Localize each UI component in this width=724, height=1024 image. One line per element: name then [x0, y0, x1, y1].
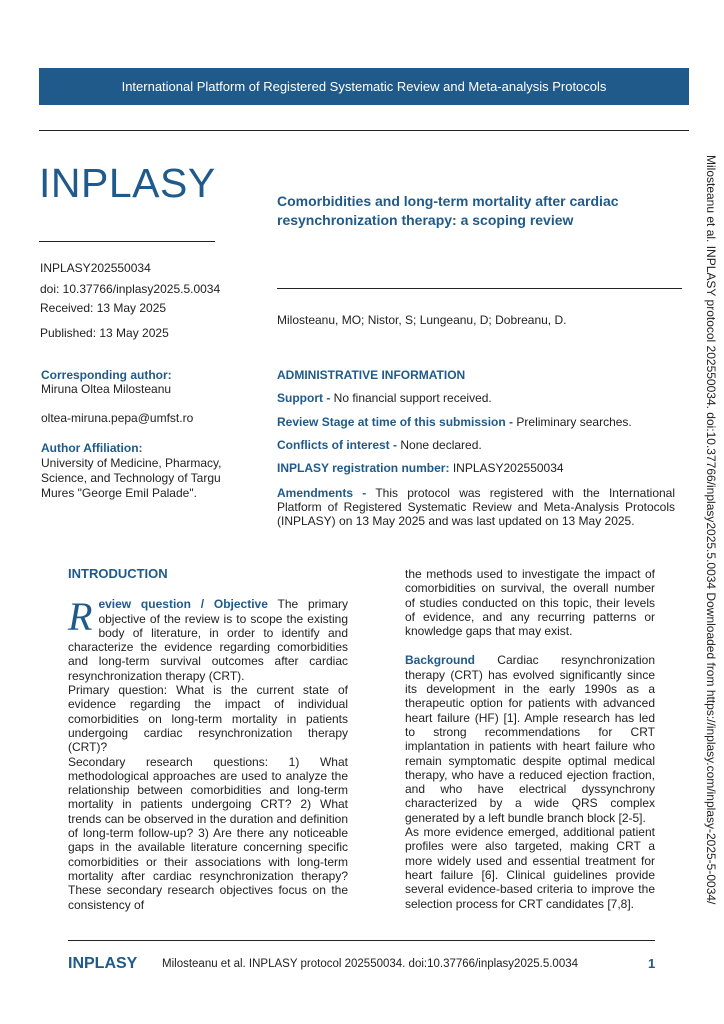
paper-title: Comorbidities and long-term mortality after cardiac resynchronization therapy: a scoping review — [277, 193, 619, 228]
affiliation-text: University of Medicine, Pharmacy, Science, and Technology of Targu Mures "George Emil Palade". — [41, 456, 222, 500]
intro-heading: INTRODUCTION — [68, 566, 168, 581]
protocol-id: INPLASY202550034 — [40, 261, 151, 275]
more-evidence-paragraph: As more evidence emerged, additional patient profiles were also targeted, making CRT a more widely used and essential treatment for heart failure [6]. Clinical guidelines provide several evidence-based criteria to improve the selection process for CRT candidates [7,8]. — [405, 825, 655, 911]
intro-right-column — [405, 567, 655, 911]
primary-question: Primary question: What is the current state of evidence regarding the impact of individual comorbidities on long-term mortality in patients undergoing cardiac resynchronization therapy (CRT)? — [68, 683, 348, 755]
drop-cap: R — [68, 594, 93, 640]
review-question-text: The primary objective of the review is to scope the existing body of literature, in order to identify and characterize the evidence regarding comorbidities and long-term survival outcomes after cardiac resynchronization therapy (CRT). — [68, 597, 349, 683]
footer-rule — [68, 940, 655, 941]
secondary-questions: Secondary research questions: 1) What methodological approaches are used to analyze the relationship between comorbidities and long-term mortality in patients undergoing CRT? 2) What trends can be observed in the duration and definition of long-term follow-up? 3) Are there any noticeable gaps in the available literature concerning specific comorbidities or their associations with long-term mortality after cardiac resynchronization therapy? These secondary research objectives focus on the consistency of — [68, 754, 348, 912]
intro-left-column — [68, 567, 348, 912]
stage-key: Review Stage at time of this submission - — [277, 415, 514, 429]
inplasy-logo: INPLASY — [39, 160, 216, 206]
conflicts-key: Conflicts of interest - — [277, 438, 398, 452]
amendments-key: Amendments - — [277, 486, 367, 500]
title-rule — [277, 288, 682, 289]
registration-value: INPLASY202550034 — [449, 461, 564, 475]
header-rule — [39, 130, 689, 131]
affiliation-label: Author Affiliation: — [41, 441, 143, 455]
background-paragraph — [405, 653, 655, 825]
background-key: Background — [405, 653, 476, 668]
doi: doi: 10.37766/inplasy2025.5.0034 — [40, 282, 221, 296]
authors: Milosteanu, MO; Nistor, S; Lungeanu, D; Dobreanu, D. — [277, 313, 567, 327]
conflicts-value: None declared. — [397, 438, 482, 452]
secondary-continued: the methods used to investigate the impact of comorbidities on survival, the overall number of studies conducted on this topic, their levels of evidence, and any recurring patterns or knowledge gaps that may exist. — [405, 567, 655, 639]
received-date: Received: 13 May 2025 — [40, 301, 167, 315]
corresponding-label: Corresponding author: — [41, 368, 172, 382]
support-key: Support - — [277, 391, 331, 405]
stage-value: Preliminary searches. — [513, 415, 632, 429]
download-sidebar: Milosteanu et al. INPLASY protocol 202550034. doi:10.37766/inplasy2025.5.0034 Downloaded from https://inplasy.com/inplasy-2025-5-0034/ — [704, 155, 718, 905]
admin-heading: ADMINISTRATIVE INFORMATION — [277, 368, 466, 382]
admin-support — [277, 391, 675, 405]
footer-citation: Milosteanu et al. INPLASY protocol 202550034. doi:10.37766/inplasy2025.5.0034 — [162, 958, 579, 970]
review-question-key: eview question / Objective — [98, 597, 268, 612]
page-number: 1 — [648, 956, 656, 971]
admin-registration — [277, 461, 675, 475]
review-question — [68, 594, 349, 683]
published-date: Published: 13 May 2025 — [40, 326, 169, 340]
logo-underline — [39, 241, 215, 242]
header-banner: International Platform of Registered Systematic Review and Meta-analysis Protocols — [39, 68, 689, 105]
corresponding-name: Miruna Oltea Milosteanu — [41, 382, 172, 396]
background-text: Cardiac resynchronization therapy (CRT) has evolved significantly since its development in the early 1990s as a therapeutic option for patients with advanced heart failure (HF) [1]. Ample research has led to strong recommendations for CRT implantation in patients with heart failure who remain symptomatic despite optimal medical therapy, who have a reduced ejection fraction, and who have electrical dyssynchrony characterized by a wide QRS complex generated by a left bundle branch block [2-5]. — [405, 653, 655, 825]
corresponding-email[interactable]: oltea-miruna.pepa@umfst.ro — [41, 411, 194, 425]
registration-key: INPLASY registration number: — [277, 461, 450, 475]
support-value: No financial support received. — [330, 391, 492, 405]
amendments-value: This protocol was registered with the International Platform of Registered Systematic Review and Meta-Analysis Protocols (INPLASY) on 13 May 2025 and was last updated on 13 May 2025. — [277, 486, 675, 528]
footer-logo: INPLASY — [68, 955, 138, 972]
admin-conflicts — [277, 438, 675, 452]
admin-stage — [277, 415, 675, 429]
admin-amendments — [277, 486, 675, 528]
